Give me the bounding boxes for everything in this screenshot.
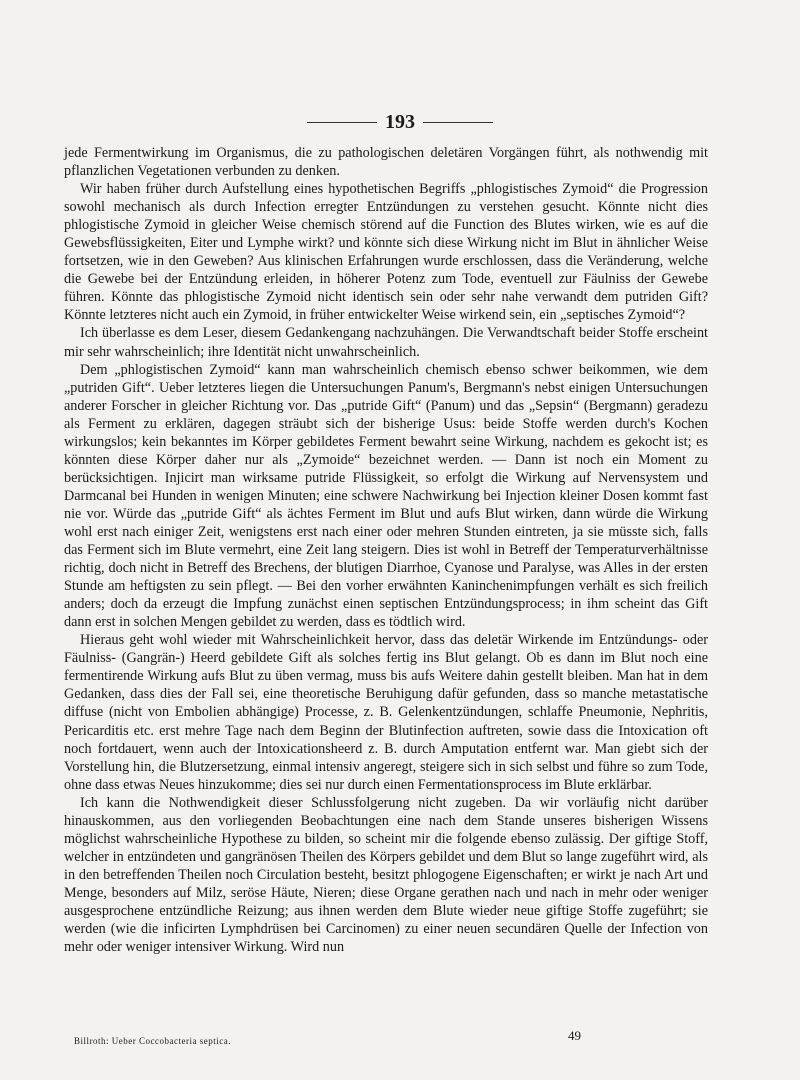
printer-signature: Billroth: Ueber Coccobacteria septica. — [74, 1036, 231, 1046]
sheet-number: 49 — [568, 1028, 581, 1043]
paragraph: jede Fermentwirkung im Organismus, die zu pathologischen deletären Vorgängen führt, als nothwendig mit pflanzlichen Vegetationen verbunden zu denken. — [64, 145, 708, 180]
paragraph: Wir haben früher durch Aufstellung eines hypothetischen Begriffs „phlogistisches Zymoid“ die Progression sowohl mechanisch als durch Infection erregter Entzündungen zu verstehen gesucht. Könnte nicht dies phlogistische Zymoid in gleicher Weise chemisch störend auf die Function des Blutes wirken, wie es auf die Gewebsflüssigkeiten, Eiter und Lymphe wirkt? und könnte sich diese Wirkung nicht im Blut in ähnlicher Weise fortsetzen, wie in den Geweben? Aus klinischen Erfahrungen wurde erschlossen, dass die Veränderung, welche die Gewebe bei der Entzündung erleiden, in höherer Potenz zum Tode, eventuell zur Fäulniss der Gewebe führen. Könnte das phlogistische Zymoid nicht identisch sein oder sehr nahe verwandt dem putriden Gift? Könnte letzteres nicht auch ein Zymoid, in früher entwickelter Weise wirkend sein, ein „septisches Zymoid“? — [64, 181, 708, 324]
paragraph: Ich kann die Nothwendigkeit dieser Schlussfolgerung nicht zugeben. Da wir vorläufig nicht darüber hinauskommen, aus den vorliegenden Beobachtungen eine nach dem Stande unseres bisherigen Wissens möglichst wahrscheinliche Hypothese zu bilden, so scheint mir die folgende ebenso zulässig. Der giftige Stoff, welcher in entzündeten und gangränösen Theilen des Körpers gebildet und dem Blut so lange zugeführt wird, als in den betreffenden Theilen noch Circulation besteht, besitzt phlogogene Eigenschaften; er wirkt je nach Art und Menge, besonders auf Milz, seröse Häute, Nieren; diese Organe gerathen nach und nach in mehr oder weniger ausgesprochene entzündliche Reizung; aus ihnen werden dem Blute wieder neue giftige Stoffe zugeführt; sie werden (wie die inficirten Lymphdrüsen bei Carcinomen) zu einer neuen secundären Quelle der Infection von mehr oder weniger intensiver Wirkung. Wird nun — [64, 794, 708, 956]
header-rule-right — [423, 122, 493, 123]
page-header — [0, 110, 800, 134]
paragraph: Dem „phlogistischen Zymoid“ kann man wahrscheinlich chemisch ebenso schwer beikommen, wie dem „putriden Gift“. Ueber letzteres liegen die Untersuchungen Panum's, Bergmann's nebst einigen Untersuchungen anderer Forscher in gleicher Richtung vor. Das „putride Gift“ (Panum) und das „Sepsin“ (Bergmann) geradezu als Ferment zu erklären, dagegen sträubt sich der bisherige Usus: beide Stoffe werden durch's Kochen wirkungslos; kein bekanntes im Körper gebildetes Ferment bewahrt seine Wirkung, nachdem es gekocht ist; es könnten diese Körper daher nur als „Zymoide“ bezeichnet werden. — Dann ist noch ein Moment zu berücksichtigen. Injicirt man wirksame putride Flüssigkeit, so erfolgt die Wirkung auf Nervensystem und Darmcanal bei Hunden in wenigen Minuten; eine schwere Nachwirkung bei Injection kleiner Dosen kommt fast nie vor. Würde das „putride Gift“ als ächtes Ferment im Blut und aufs Blut wirken, dann würde die Wirkung wohl erst nach einiger Zeit, wenigstens erst nach einer oder mehren Stunden eintreten, ja sie müsste sich, falls das Ferment sich im Blute vermehrt, eine Zeit lang steigern. Dies ist wohl in Betreff der Temperaturverhältnisse richtig, doch nicht in Betreff des Brechens, der blutigen Diarrhoe, Cyanose und Paralyse, was Alles in der ersten Stunde am heftigsten zu sein pflegt. — Bei den vorher erwähnten Kaninchenimpfungen verhält es sich freilich anders; doch da erzeugt die Impfung zunächst einen septischen Entzündungsprocess; in ihm scheint das Gift dann erst in solchen Mengen gebildet zu werden, dass es tödtlich wird. — [64, 361, 708, 631]
body-text — [64, 144, 708, 956]
page-number: 193 — [385, 110, 415, 133]
paragraph: Ich überlasse es dem Leser, diesem Gedankengang nachzuhängen. Die Verwandtschaft beider Stoffe erscheint mir sehr wahrscheinlich; ihre Identität nicht unwahrscheinlich. — [64, 325, 708, 360]
header-rule-left — [307, 122, 377, 123]
paragraph: Hieraus geht wohl wieder mit Wahrscheinlichkeit hervor, dass das deletär Wirkende im Entzündungs- oder Fäulniss- (Gangrän-) Heerd gebildete Gift als solches fertig ins Blut gelangt. Ob es dann im Blut noch eine fermentirende Wirkung aufs Blut zu üben vermag, muss bis aufs Weitere dahin gestellt bleiben. Man hat in dem Gedanken, dass dies der Fall sei, eine theoretische Beruhigung dafür gefunden, dass so manche metastatische diffuse (nicht von Embolien abhängige) Processe, z. B. Gelenkentzündungen, schlaffe Pneumonie, Nephritis, Pericarditis etc. erst mehre Tage nach dem Beginn der Blutinfection auftreten, sowie dass die Intoxication oft noch fortdauert, wenn auch der Intoxicationsheerd z. B. durch Amputation entfernt war. Man giebt sich der Vorstellung hin, die Blutzersetzung, einmal intensiv angeregt, steigere sich in sich selbst und führe so zum Tode, ohne dass etwas Neues hinzukomme; dies sei nur durch einen Fermentationsprocess im Blute erklärbar. — [64, 632, 708, 793]
